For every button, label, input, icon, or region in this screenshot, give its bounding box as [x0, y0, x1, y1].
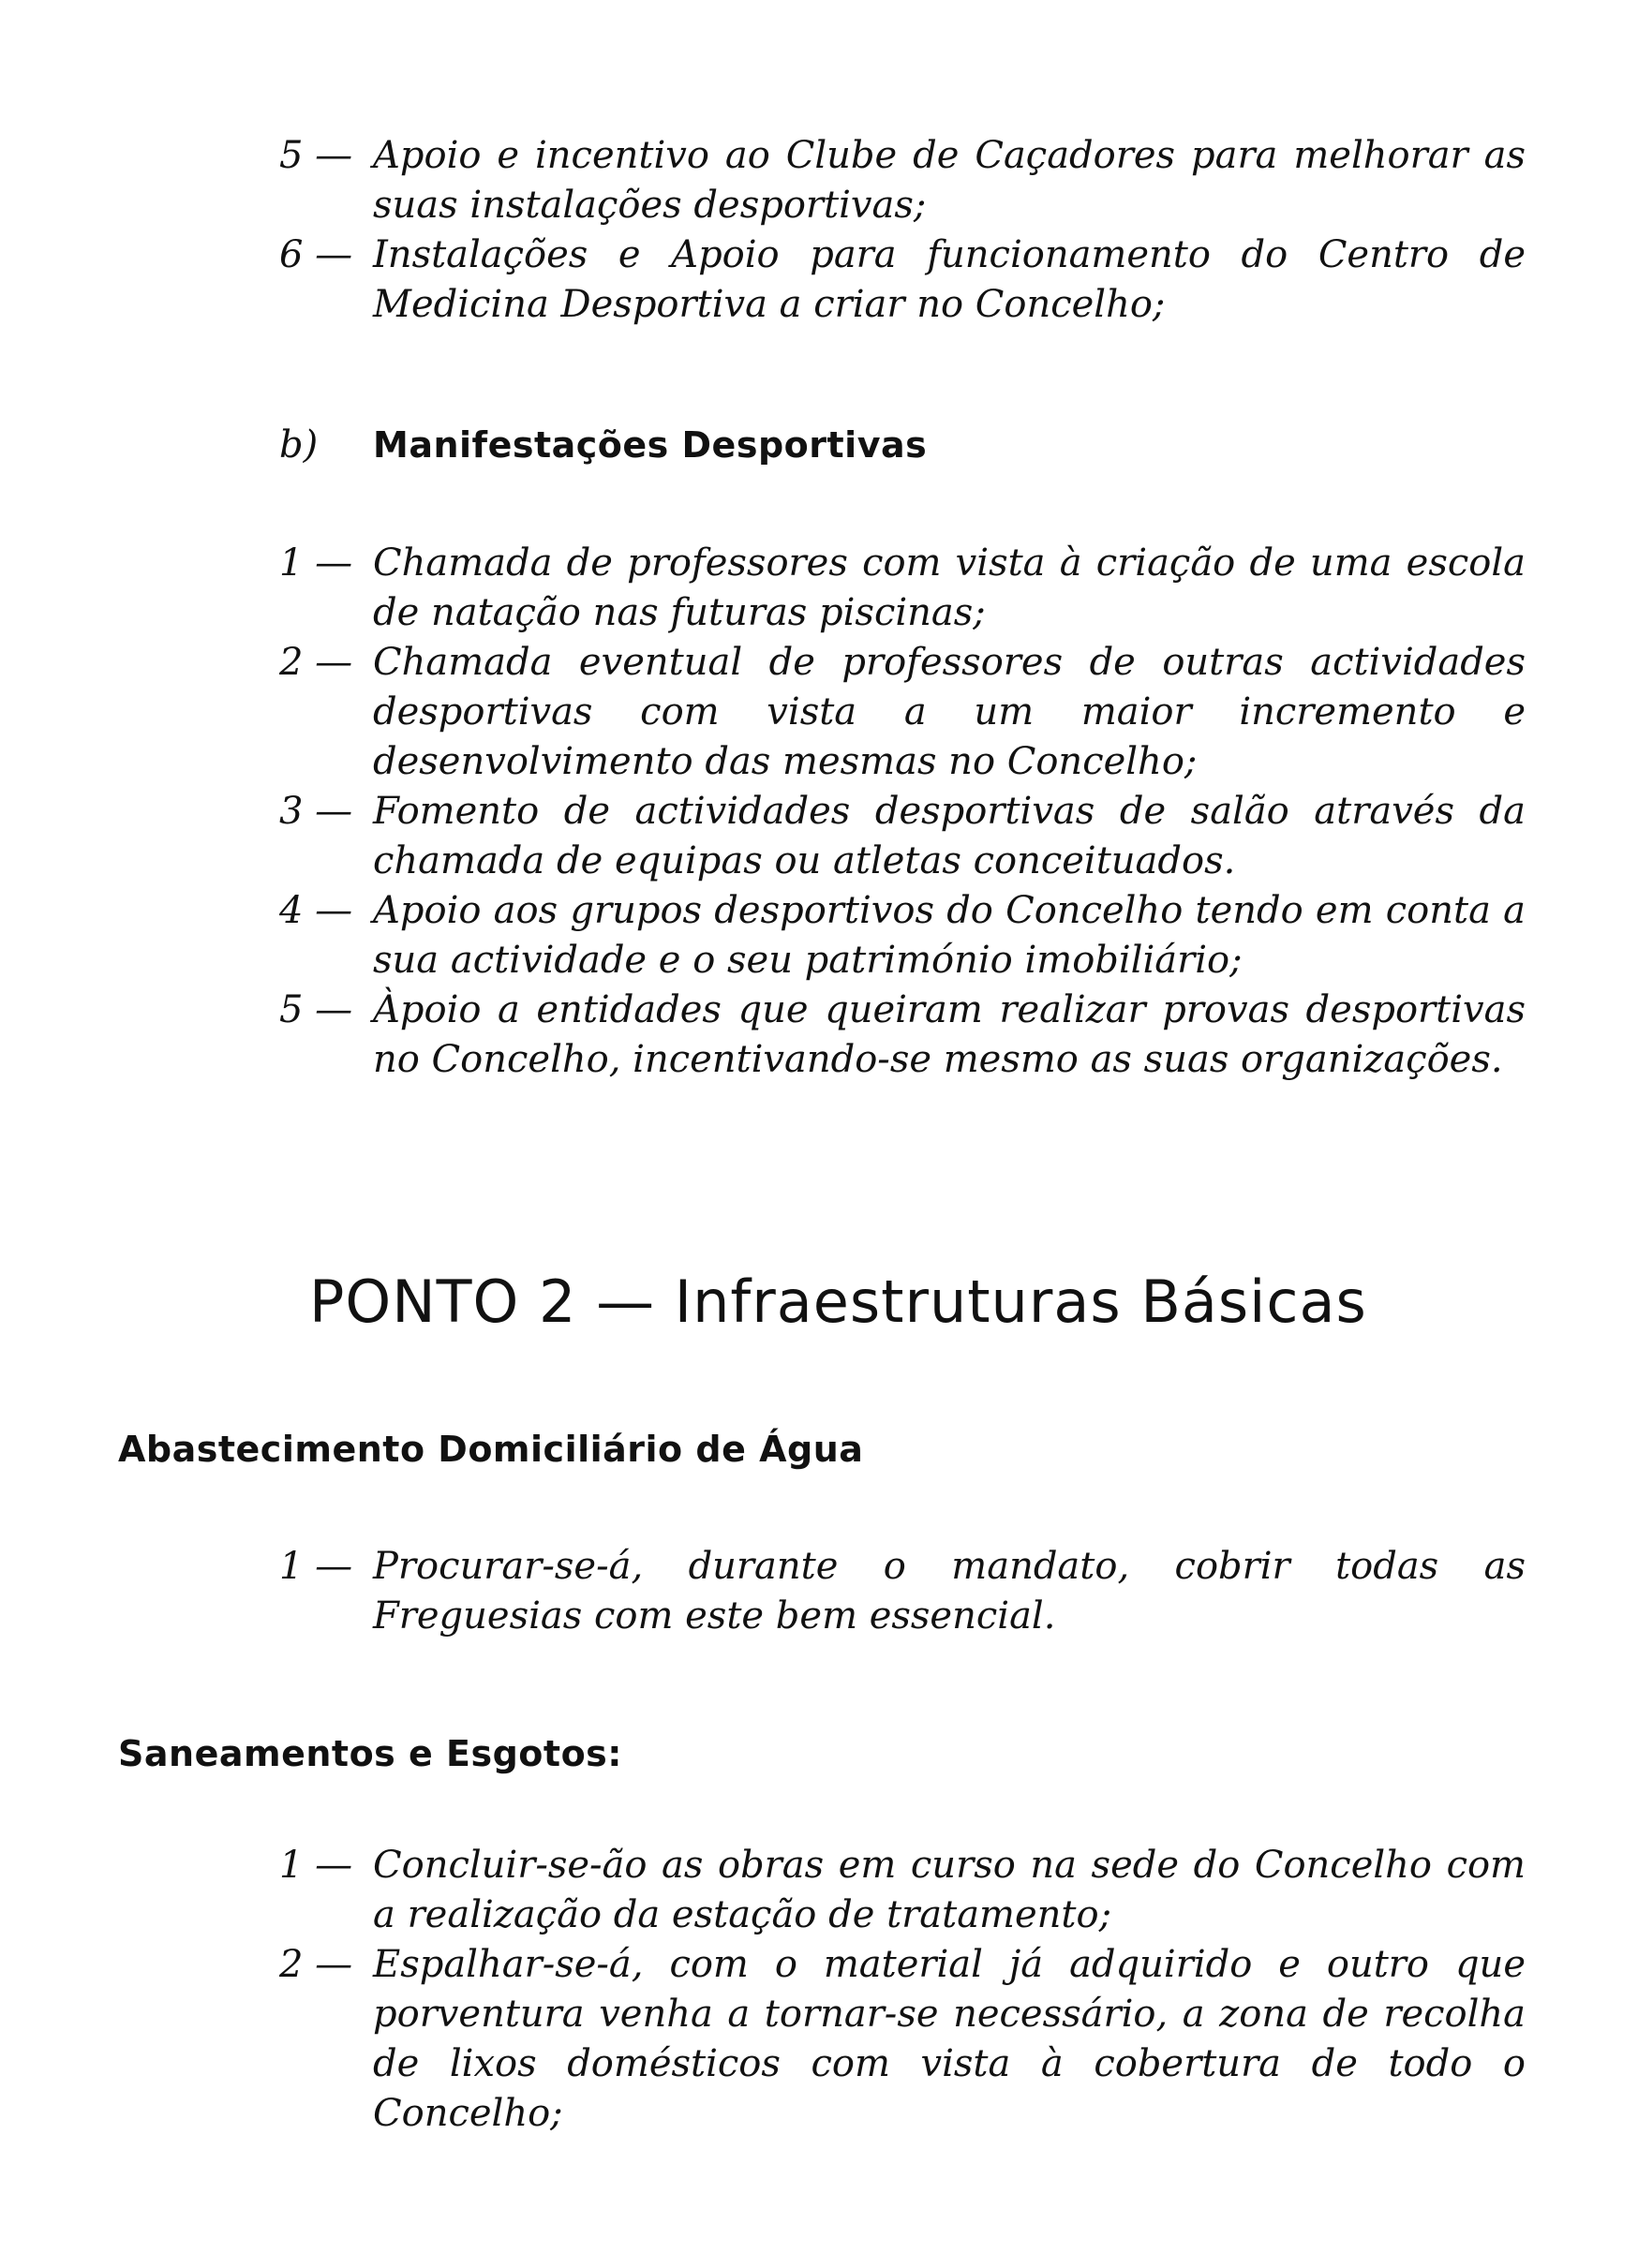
section-heading-sanitation: Saneamentos e Esgotos: — [118, 1733, 622, 1774]
item-text: Fomento de actividades desportivas de salão através da chamada de equipas ou atletas conceituados. — [373, 790, 1526, 882]
item-text: Apoio e incentivo ao Clube de Caçadores para melhorar as suas instalações desportivas; — [373, 134, 1526, 227]
item-number: 1 — — [279, 1844, 353, 1887]
item-text: Concluir-se-ão as obras em curso na sede do Concelho com a realização da estação de tratamento; — [373, 1844, 1526, 1936]
item-number: 6 — — [279, 233, 353, 276]
subsection-title: Manifestações Desportivas — [373, 424, 928, 466]
list-item — [279, 1940, 1526, 2139]
item-number: 2 — — [279, 1943, 353, 1986]
item-number: 1 — — [279, 541, 353, 585]
ponto-heading: PONTO 2 — Infraestruturas Básicas — [309, 1267, 1367, 1336]
list-item — [279, 986, 1526, 1085]
list-item — [279, 230, 1526, 330]
item-text: Procurar-se-á, durante o mandato, cobrir todas as Freguesias com este bem essencial. — [373, 1545, 1526, 1638]
item-number: 5 — — [279, 134, 353, 177]
list-item — [279, 1542, 1526, 1641]
subsection-heading — [279, 420, 927, 470]
item-number: 1 — — [279, 1545, 353, 1588]
list-item — [279, 886, 1526, 986]
item-number: 4 — — [279, 889, 353, 932]
item-text: Àpoio a entidades que queiram realizar provas desportivas no Concelho, incentivando-se mesmo as suas organizações. — [373, 988, 1526, 1081]
item-number: 3 — — [279, 790, 353, 833]
item-text: Chamada eventual de professores de outras actividades desportivas com vista a um maior incremento e desenvolvimento das mesmas no Concelho; — [373, 641, 1526, 783]
subsection-letter: b) — [279, 423, 319, 467]
item-text: Chamada de professores com vista à criação de uma escola de natação nas futuras piscinas; — [373, 541, 1526, 634]
list-item — [279, 539, 1526, 638]
list-item — [279, 1841, 1526, 1940]
item-text: Instalações e Apoio para funcionamento do Centro de Medicina Desportiva a criar no Concelho; — [373, 233, 1526, 326]
list-item — [279, 787, 1526, 886]
section-heading-water: Abastecimento Domiciliário de Água — [118, 1429, 864, 1470]
list-item — [279, 131, 1526, 230]
item-text: Espalhar-se-á, com o material já adquirido e outro que porventura venha a tornar-se necessário, a zona de recolha de lixos domésticos com vista à cobertura de todo o Concelho; — [373, 1943, 1526, 2135]
list-item — [279, 638, 1526, 787]
item-number: 5 — — [279, 988, 353, 1031]
item-text: Apoio aos grupos desportivos do Concelho tendo em conta a sua actividade e o seu património imobiliário; — [373, 889, 1526, 982]
item-number: 2 — — [279, 641, 353, 684]
